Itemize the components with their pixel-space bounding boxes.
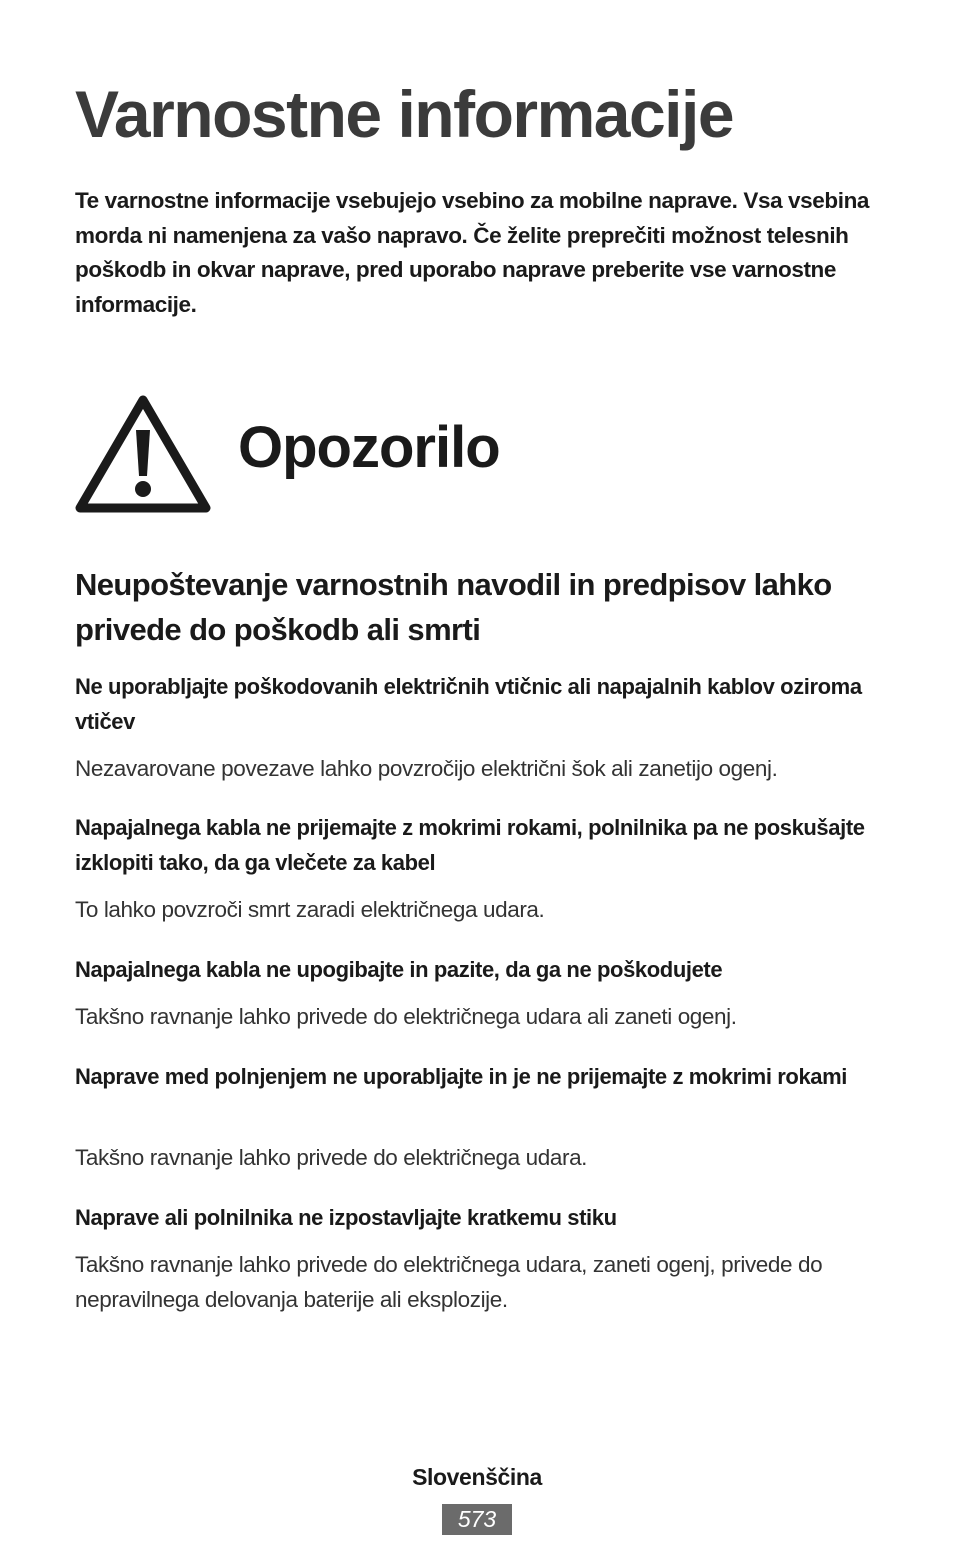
warning-block	[75, 392, 775, 516]
item-body: Takšno ravnanje lahko privede do električnega udara ali zaneti ogenj.	[75, 1004, 737, 1029]
footer-language: Slovenščina	[412, 1464, 542, 1490]
warning-triangle-icon	[75, 392, 211, 514]
item-body: Takšno ravnanje lahko privede do električnega udara, zaneti ogenj, privede do nepravilnega delovanja baterije ali eksplozije.	[75, 1252, 823, 1312]
item-body: Takšno ravnanje lahko privede do električnega udara.	[75, 1145, 588, 1170]
section-heading: Neupoštevanje varnostnih navodil in predpisov lahko privede do poškodb ali smrti	[75, 567, 832, 647]
item-body: To lahko povzroči smrt zaradi električnega udara.	[75, 897, 545, 922]
page-title: Varnostne informacije	[75, 77, 734, 151]
warning-title: Opozorilo	[238, 415, 500, 480]
item-title: Ne uporabljajte poškodovanih električnih vtičnic ali napajalnih kablov oziroma vtičev	[75, 674, 862, 734]
item-body: Nezavarovane povezave lahko povzročijo električni šok ali zanetijo ogenj.	[75, 756, 778, 781]
item-title: Naprave ali polnilnika ne izpostavljajte kratkemu stiku	[75, 1205, 617, 1230]
item-title: Naprave med polnjenjem ne uporabljajte in je ne prijemajte z mokrimi rokami	[75, 1064, 848, 1089]
intro-paragraph: Te varnostne informacije vsebujejo vsebino za mobilne naprave. Vsa vsebina morda ni namenjena za vašo napravo. Če želite preprečiti možnost telesnih poškodb in okvar naprave, pred uporabo naprave preberite vse varnostne informacije.	[75, 188, 870, 317]
item-title: Napajalnega kabla ne prijemajte z mokrimi rokami, polnilnika pa ne poskušajte izklopiti tako, da ga vlečete za kabel	[75, 815, 865, 875]
page-number: 573	[442, 1504, 512, 1535]
item-title: Napajalnega kabla ne upogibajte in pazite, da ga ne poškodujete	[75, 957, 723, 982]
